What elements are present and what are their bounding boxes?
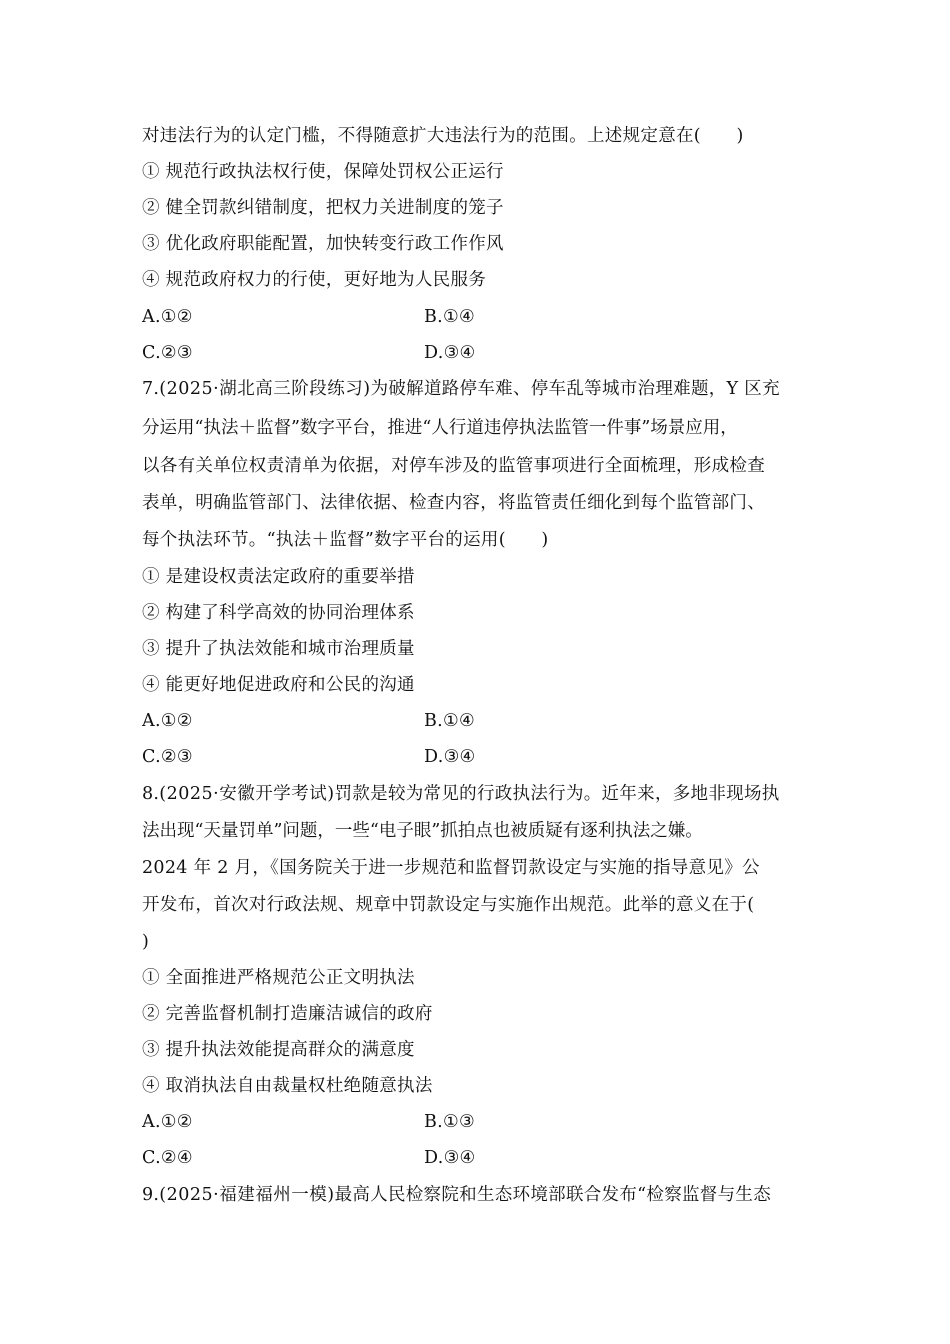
q8-stem-line-1 [142, 782, 780, 806]
q7-statement-2: ② 构建了科学高效的协同治理体系 [142, 603, 415, 623]
q6-stem-tail: 对违法行为的认定门槛，不得随意扩大违法行为的范围。上述规定意在( ) [142, 126, 744, 146]
q8-statement-2: ② 完善监督机制打造廉洁诚信的政府 [142, 1004, 433, 1024]
q8-statement-4: ④ 取消执法自由裁量权杜绝随意执法 [142, 1076, 433, 1096]
q7-statement-4: ④ 能更好地促进政府和公民的沟通 [142, 675, 415, 695]
q9-source: (2025·福建福州一模) [159, 1185, 335, 1205]
q7-stem-first: 为破解道路停车难、停车乱等城市治理难题，Y 区充 [370, 379, 780, 399]
q8-source: (2025·安徽开学考试) [159, 784, 335, 804]
q7-option-d: D.③④ [424, 747, 476, 767]
q6-option-d: D.③④ [424, 343, 476, 363]
q6-option-c: C.②③ [142, 343, 193, 363]
q7-source: (2025·湖北高三阶段练习) [159, 379, 371, 399]
q8-option-b: B.①③ [424, 1112, 475, 1132]
q9-stem-line-1 [142, 1183, 771, 1207]
q8-statement-3: ③ 提升执法效能提高群众的满意度 [142, 1040, 415, 1060]
q6-statement-2: ② 健全罚款纠错制度，把权力关进制度的笼子 [142, 198, 504, 218]
q6-statement-1: ① 规范行政执法权行使，保障处罚权公正运行 [142, 162, 504, 182]
q7-option-c: C.②③ [142, 747, 193, 767]
q7-stem-line-1 [142, 377, 780, 401]
q8-option-d: D.③④ [424, 1148, 476, 1168]
q7-stem-line-5: 每个执法环节。“执法＋监督”数字平台的运用( ) [142, 530, 549, 550]
q7-option-b: B.①④ [424, 711, 475, 731]
q6-option-b: B.①④ [424, 307, 475, 327]
q8-stem-line-3: 2024 年 2 月，《国务院关于进一步规范和监督罚款设定与实施的指导意见》公 [142, 858, 760, 878]
q6-option-a: A.①② [142, 307, 193, 327]
q8-option-c: C.②④ [142, 1148, 193, 1168]
q8-stem-line-4: 开发布，首次对行政法规、规章中罚款设定与实施作出规范。此举的意义在于( [142, 895, 755, 915]
q8-statement-1: ① 全面推进严格规范公正文明执法 [142, 968, 415, 988]
q7-stem-line-3: 以各有关单位权责清单为依据，对停车涉及的监管事项进行全面梳理，形成检查 [142, 456, 765, 476]
q9-number: 9. [142, 1185, 160, 1205]
q8-number: 8. [142, 784, 160, 804]
q7-stem-line-4: 表单，明确监管部门、法律依据、检查内容，将监管责任细化到每个监管部门、 [142, 493, 765, 513]
q8-stem-line-2: 法出现“天量罚单”问题，一些“电子眼”抓拍点也被质疑有逐利执法之嫌。 [142, 821, 703, 841]
q6-statement-3: ③ 优化政府职能配置，加快转变行政工作作风 [142, 234, 504, 254]
q7-number: 7. [142, 379, 160, 399]
q6-statement-4: ④ 规范政府权力的行使，更好地为人民服务 [142, 270, 487, 290]
q8-stem-line-5: ) [142, 932, 150, 952]
q7-statement-1: ① 是建设权责法定政府的重要举措 [142, 567, 415, 587]
q7-stem-line-2: 分运用“执法＋监督”数字平台，推进“人行道违停执法监管一件事”场景应用， [142, 418, 738, 438]
q9-stem-first: 最高人民检察院和生态环境部联合发布“检察监督与生态 [334, 1185, 772, 1205]
q7-statement-3: ③ 提升了执法效能和城市治理质量 [142, 639, 415, 659]
q8-stem-first: 罚款是较为常见的行政执法行为。近年来，多地非现场执 [334, 784, 780, 804]
q8-option-a: A.①② [142, 1112, 193, 1132]
q7-option-a: A.①② [142, 711, 193, 731]
